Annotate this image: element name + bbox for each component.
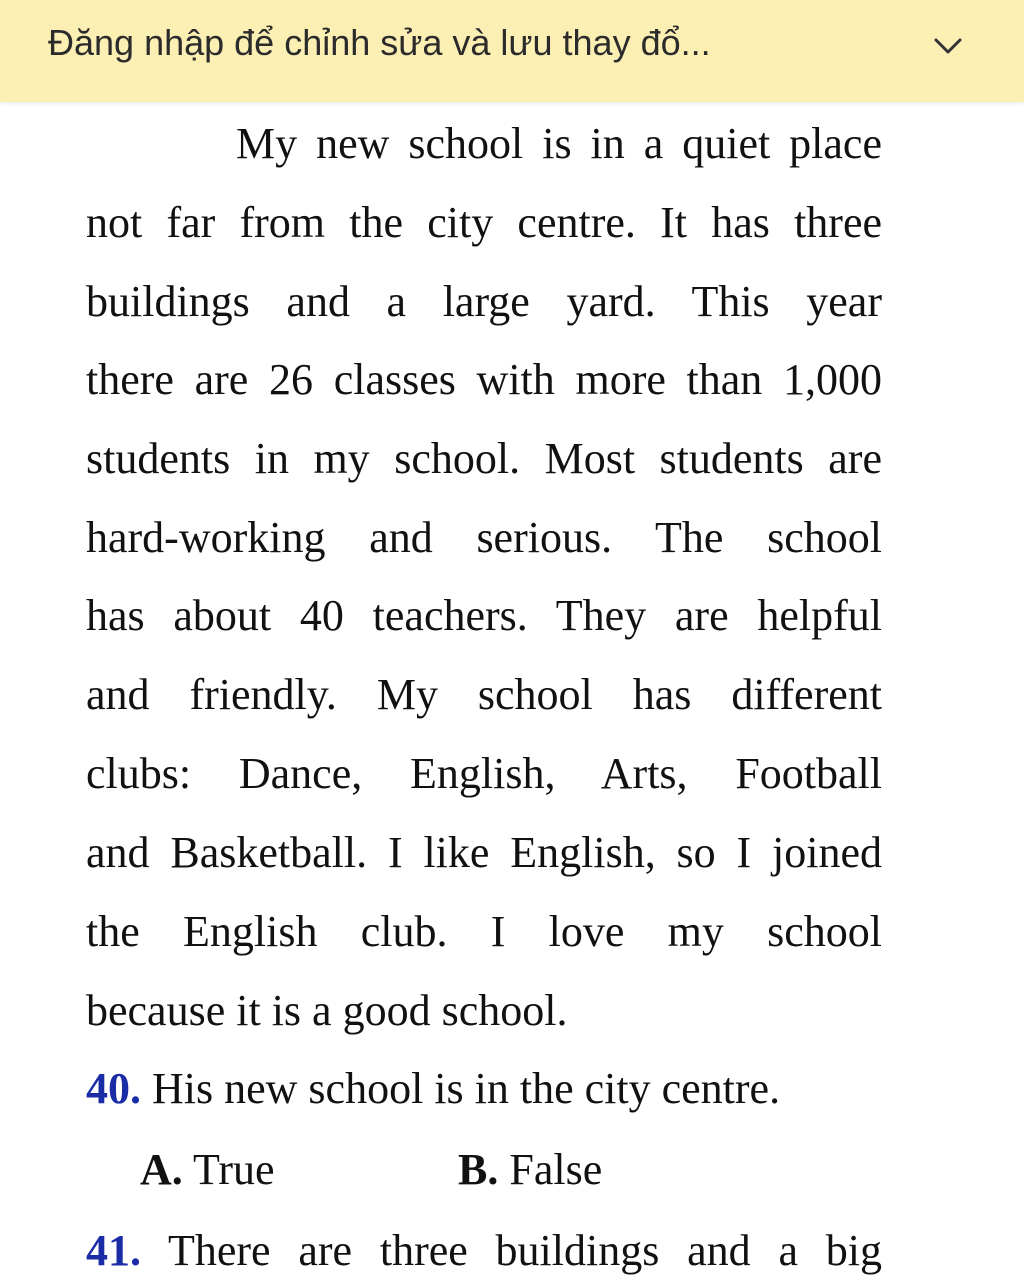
question-text: There are three buildings and a big [167,1226,882,1275]
question-41 [86,1221,882,1281]
login-banner-text[interactable]: Đăng nhập để chỉnh sửa và lưu thay đổ... [48,22,711,63]
passage-line: the English club. I love my school [86,907,882,956]
passage-line: there are 26 classes with more than 1,000 [86,355,882,404]
passage-line: clubs: Dance, English, Arts, Football [86,749,882,798]
passage-line: and friendly. My school has different [86,670,882,719]
option-a[interactable] [140,1140,275,1200]
question-number: 41. [86,1226,141,1275]
option-letter: B. [458,1145,499,1194]
passage-line: because it is a good school. [86,986,568,1035]
passage-line: has about 40 teachers. They are helpful [86,591,882,640]
question-text: His new school is in the city centre. [152,1064,781,1113]
passage-line: buildings and a large yard. This year [86,277,882,326]
option-text: True [193,1145,275,1194]
chevron-down-icon[interactable] [928,30,968,62]
passage-line: and Basketball. I like English, so I joined [86,828,882,877]
passage-line: My new school is in a quiet place [236,119,882,168]
option-text: False [509,1145,603,1194]
passage-line: hard-working and serious. The school [86,513,882,562]
option-letter: A. [140,1145,183,1194]
login-banner[interactable] [0,0,1024,102]
passage-line: not far from the city centre. It has three [86,198,882,247]
option-b[interactable] [458,1140,602,1200]
passage-line: students in my school. Most students are [86,434,882,483]
question-40 [86,1059,780,1119]
question-number: 40. [86,1064,141,1113]
